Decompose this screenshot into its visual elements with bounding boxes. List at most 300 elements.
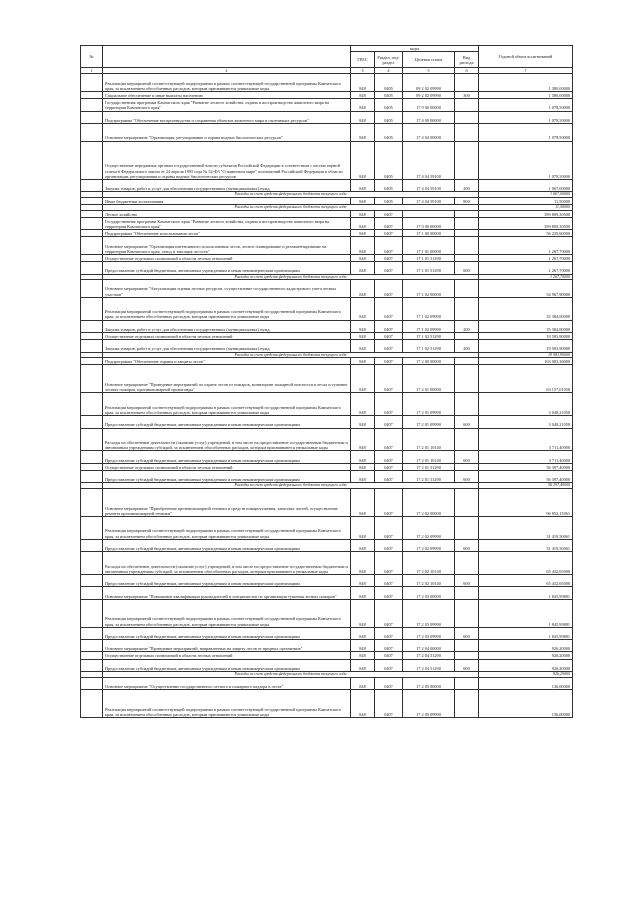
- row-amount: 3 711,40000: [479, 428, 573, 451]
- row-num: [81, 280, 103, 298]
- row-grbs: 848: [351, 340, 375, 352]
- row-name: Осуществление отдельных полномочий в области лесных отношений: [103, 255, 351, 262]
- table-row: [81, 320, 573, 332]
- row-amount: 3 711,40000: [479, 451, 573, 463]
- row-razdel: 0407: [375, 690, 403, 718]
- table-row: [81, 74, 573, 92]
- row-name: Основное мероприятие "Актуализация оценки лесных ресурсов, осуществление государственного кадастрового учета лесных участков": [103, 280, 351, 298]
- note-text: Расходы за счет средств федерального бюджета текущего года: [103, 672, 479, 678]
- row-razdel: 0407: [375, 280, 403, 298]
- table-row: [81, 340, 573, 352]
- row-grbs: 848: [351, 255, 375, 262]
- table-row: [81, 111, 573, 123]
- row-num: [81, 99, 103, 111]
- row-razdel: 0407: [375, 677, 403, 689]
- col-num-1: 1: [81, 68, 103, 74]
- header-amount: Годовой объем ассигнований: [479, 46, 573, 68]
- row-razdel: 0407: [375, 340, 403, 352]
- row-amount: 56 397,40000: [479, 470, 573, 482]
- col-num-6: 6: [455, 68, 479, 74]
- row-razdel: 0407: [375, 297, 403, 320]
- row-grbs: 848: [351, 599, 375, 627]
- row-razdel: 0407: [375, 640, 403, 652]
- row-vid: [455, 393, 479, 416]
- row-num: [81, 179, 103, 191]
- row-razdel: 0407: [375, 320, 403, 332]
- row-grbs: 848: [351, 451, 375, 463]
- row-num: [81, 92, 103, 99]
- row-target: 17 2 02 09990: [403, 516, 455, 539]
- row-name: Реализация мероприятий соответствующей подпрограммы в рамках соответствующей государственной программы Камчатского края, за исключением обособленных расходов, которым присваиваются уникальные коды: [103, 599, 351, 627]
- row-target: 17 1 02 09990: [403, 297, 455, 320]
- row-target: 17 1 00 00000: [403, 230, 455, 237]
- row-vid: [455, 111, 479, 123]
- row-amount: 19 583,90000: [479, 333, 573, 340]
- row-target: 17 2 03 00000: [403, 587, 455, 599]
- row-num: [81, 320, 103, 332]
- row-num: [81, 416, 103, 428]
- header-target: Целевая статья: [403, 52, 455, 68]
- row-num: [81, 587, 103, 599]
- row-vid: [455, 123, 479, 141]
- row-target: 17 2 05 09990: [403, 690, 455, 718]
- row-razdel: 0407: [375, 210, 403, 217]
- note-amount: 1 267,70000: [479, 274, 573, 280]
- row-razdel: 0405: [375, 179, 403, 191]
- row-vid: [455, 599, 479, 627]
- row-grbs: 848: [351, 587, 375, 599]
- row-name: Расходы на обеспечение деятельности (оказание услуг) учреждений, в том числе на предоставление государственным бюджетным и автономным учреждениям субсидий, за исключением обособленных расходов, которым присваиваются уникальные коды: [103, 552, 351, 575]
- budget-table: [80, 45, 573, 718]
- row-target: 17 2 01 09990: [403, 416, 455, 428]
- row-razdel: 0405: [375, 92, 403, 99]
- row-target: 17 2 03 09990: [403, 627, 455, 639]
- row-razdel: 0407: [375, 539, 403, 551]
- row-razdel: 0407: [375, 463, 403, 470]
- table-row: [81, 393, 573, 416]
- row-amount: 11,50000: [479, 197, 573, 204]
- row-vid: 600: [455, 262, 479, 274]
- row-razdel: 0407: [375, 428, 403, 451]
- table-row: [81, 230, 573, 237]
- row-vid: [455, 297, 479, 320]
- table-row: [81, 463, 573, 470]
- row-amount: 136,00000: [479, 677, 573, 689]
- col-num-7: 7: [479, 68, 573, 74]
- row-vid: [455, 237, 479, 255]
- row-grbs: 848: [351, 539, 375, 551]
- row-amount: 1 078,50000: [479, 111, 573, 123]
- row-vid: [455, 255, 479, 262]
- row-grbs: 848: [351, 659, 375, 671]
- row-name: Предоставление субсидий бюджетным, автономным учреждениям и иным некоммерческим организациям: [103, 416, 351, 428]
- note-amount: 19 583,90000: [479, 352, 573, 358]
- row-vid: [455, 217, 479, 229]
- row-target: 17 1 02 51290: [403, 340, 455, 352]
- table-row: [81, 640, 573, 652]
- row-name: Основное мероприятие "Осуществление государственного лесного и пожарного надзора в лесах": [103, 677, 351, 689]
- row-num: [81, 210, 103, 217]
- note-amount: 1 067,00000: [479, 192, 573, 198]
- row-amount: 35 384,00000: [479, 297, 573, 320]
- budget-table-page: [80, 45, 572, 718]
- row-vid: 600: [455, 627, 479, 639]
- row-grbs: 848: [351, 197, 375, 204]
- note-text: Расходы за счет средств федерального бюджета текущего года: [103, 192, 479, 198]
- row-vid: [455, 640, 479, 652]
- row-grbs: 848: [351, 333, 375, 340]
- header-grbs: ГРБС: [351, 52, 375, 68]
- table-row: [81, 416, 573, 428]
- row-name: Основное мероприятие "Повышение квалификации руководителей и специалистов по организации тушения лесных пожаров": [103, 587, 351, 599]
- row-name: Осуществление отдельных полномочий в области лесных отношений: [103, 333, 351, 340]
- row-target: 17 2 02 09990: [403, 539, 455, 551]
- table-row: [81, 574, 573, 586]
- row-num: [81, 463, 103, 470]
- row-name: Осуществление переданных органам государственной власти субъектов Российской Федерации в соответствии с частью первой статьи 6 Федерального закона от 24 апреля 1995 года № 52-ФЗ "О животном мире" полномочий Российской Федерации в области организации, регулирования и охраны водных биологических ресурсов: [103, 141, 351, 179]
- row-razdel: 0407: [375, 255, 403, 262]
- table-row: [81, 123, 573, 141]
- row-amount: 65 432,65000: [479, 552, 573, 575]
- row-num: [81, 74, 103, 92]
- table-row: [81, 197, 573, 204]
- row-grbs: 848: [351, 99, 375, 111]
- row-name: Реализация мероприятий соответствующей подпрограммы в рамках соответствующей государственной программы Камчатского края, за исключением обособленных расходов, которым присваиваются уникальные коды: [103, 516, 351, 539]
- row-num: [81, 237, 103, 255]
- row-target: 17 4 04 59100: [403, 197, 455, 204]
- note-text: Расходы за счет средств федерального бюджета текущего года: [103, 483, 479, 489]
- row-grbs: 848: [351, 111, 375, 123]
- row-name: Основное мероприятие "Приобретение противопожарной техники и средств пожаротушения, запасных частей, осуществление ремонта противопожарной техники": [103, 488, 351, 516]
- table-row: [81, 488, 573, 516]
- row-vid: [455, 552, 479, 575]
- table-row: [81, 255, 573, 262]
- row-target: 17 4 04 59100: [403, 179, 455, 191]
- row-vid: [455, 516, 479, 539]
- row-vid: [455, 587, 479, 599]
- row-grbs: 848: [351, 677, 375, 689]
- row-grbs: 848: [351, 574, 375, 586]
- row-razdel: 0407: [375, 358, 403, 365]
- table-row: [81, 210, 573, 217]
- row-target: 17 0 00 00000: [403, 99, 455, 111]
- row-vid: [455, 428, 479, 451]
- row-grbs: 848: [351, 210, 375, 217]
- row-num: [81, 677, 103, 689]
- row-name: Основное мероприятие "Проведение мероприятий, направленных на защиту лесов от вредных организмов": [103, 640, 351, 652]
- row-num: [81, 365, 103, 393]
- row-name: Государственная программа Камчатского края "Развитие лесного хозяйства, охрана и воспроизводство животного мира на территории Камчатского края": [103, 99, 351, 111]
- row-amount: 1 067,00000: [479, 179, 573, 191]
- row-num: [81, 470, 103, 482]
- row-target: 17 4 04 00000: [403, 123, 455, 141]
- row-target: 17 2 01 51290: [403, 463, 455, 470]
- table-row: [81, 333, 573, 340]
- row-target: 17 1 01 51290: [403, 255, 455, 262]
- row-name: Основное мероприятие "Проведение мероприятий по охране лесов от пожаров, мониторинг пожарной опасности в лесах и тушение лесных пожаров, противопожарной пропаганды": [103, 365, 351, 393]
- row-amount: 1 380,00000: [479, 92, 573, 99]
- table-row: [81, 217, 573, 229]
- row-num: [81, 659, 103, 671]
- row-vid: 600: [455, 451, 479, 463]
- row-vid: 200: [455, 340, 479, 352]
- row-name: Реализация мероприятий соответствующей подпрограммы в рамках соответствующей государственной программы Камчатского края, за исключением обособленных расходов, которым присваиваются уникальные коды: [103, 74, 351, 92]
- table-row: [81, 262, 573, 274]
- row-grbs: 848: [351, 358, 375, 365]
- row-vid: 300: [455, 92, 479, 99]
- row-amount: 1 845,99881: [479, 587, 573, 599]
- row-amount: 926,20000: [479, 640, 573, 652]
- row-razdel: 0405: [375, 197, 403, 204]
- row-razdel: 0405: [375, 111, 403, 123]
- row-target: 17 2 04 00000: [403, 640, 455, 652]
- row-amount: 65 432,65000: [479, 574, 573, 586]
- row-vid: [455, 74, 479, 92]
- row-grbs: 848: [351, 123, 375, 141]
- note-text: Расходы за счет средств федерального бюджета текущего года: [103, 205, 479, 211]
- row-grbs: 848: [351, 470, 375, 482]
- row-amount: 1 845,99881: [479, 627, 573, 639]
- row-vid: [455, 99, 479, 111]
- table-row: [81, 92, 573, 99]
- row-target: 17 2 04 51290: [403, 659, 455, 671]
- row-target: 09 2 02 09990: [403, 74, 455, 92]
- row-amount: 56 397,40000: [479, 463, 573, 470]
- row-razdel: 0407: [375, 237, 403, 255]
- row-target: 17 4 04 59100: [403, 141, 455, 179]
- table-row: [81, 690, 573, 718]
- row-target: 17 1 02 51290: [403, 333, 455, 340]
- row-vid: [455, 141, 479, 179]
- row-grbs: 848: [351, 230, 375, 237]
- row-amount: 63 157,01058: [479, 365, 573, 393]
- row-num: [81, 451, 103, 463]
- row-target: 17 2 01 09990: [403, 393, 455, 416]
- table-row: [81, 428, 573, 451]
- row-target: 17 2 01 10140: [403, 451, 455, 463]
- row-target: 17 2 05 00000: [403, 677, 455, 689]
- row-vid: [455, 210, 479, 217]
- row-num: [81, 539, 103, 551]
- row-grbs: 848: [351, 320, 375, 332]
- row-name: Закупка товаров, работ и услуг для обеспечения государственных (муниципальных) нужд: [103, 320, 351, 332]
- row-num: [81, 123, 103, 141]
- row-name: Реализация мероприятий соответствующей подпрограммы в рамках соответствующей государственной программы Камчатского края, за исключением обособленных расходов, которым присваиваются уникальные коды: [103, 297, 351, 320]
- row-name: Предоставление субсидий бюджетным, автономным учреждениям и иным некоммерческим организациям: [103, 262, 351, 274]
- table-row: [81, 179, 573, 191]
- row-target: 17 2 02 10140: [403, 552, 455, 575]
- row-razdel: 0405: [375, 141, 403, 179]
- row-num: [81, 230, 103, 237]
- row-grbs: 848: [351, 74, 375, 92]
- row-vid: [455, 333, 479, 340]
- row-target: 17 1 02 00000: [403, 280, 455, 298]
- row-grbs: 848: [351, 217, 375, 229]
- row-name: Предоставление субсидий бюджетным, автономным учреждениям и иным некоммерческим организациям: [103, 627, 351, 639]
- row-num: [81, 488, 103, 516]
- row-name: Предоставление субсидий бюджетным, автономным учреждениям и иным некоммерческим организациям: [103, 659, 351, 671]
- row-num: [81, 297, 103, 320]
- row-amount: 136,00000: [479, 690, 573, 718]
- row-name: Закупка товаров, работ и услуг для обеспечения государственных (муниципальных) нужд: [103, 340, 351, 352]
- row-grbs: 848: [351, 365, 375, 393]
- row-name: Предоставление субсидий бюджетным, автономным учреждениям и иным некоммерческим организациям: [103, 574, 351, 586]
- row-amount: 1 078,50000: [479, 141, 573, 179]
- row-target: 17 1 01 51290: [403, 262, 455, 274]
- row-num: [81, 690, 103, 718]
- row-amount: 1 267,70000: [479, 237, 573, 255]
- row-name: Подпрограмма "Обеспечение охраны и защиты лесов": [103, 358, 351, 365]
- row-amount: 3 048,21058: [479, 416, 573, 428]
- row-amount: 1 845,99881: [479, 599, 573, 627]
- row-razdel: 0407: [375, 470, 403, 482]
- row-target: 09 2 02 09990: [403, 92, 455, 99]
- row-razdel: 0407: [375, 230, 403, 237]
- row-num: [81, 574, 103, 586]
- row-vid: [455, 652, 479, 659]
- note-amount: 56 397,40000: [479, 483, 573, 489]
- header-name: [103, 46, 351, 68]
- row-target: 17 0 00 00000: [403, 217, 455, 229]
- row-target: 17 2 01 10140: [403, 428, 455, 451]
- row-num: [81, 652, 103, 659]
- row-vid: [455, 358, 479, 365]
- note-amount: 926,20000: [479, 672, 573, 678]
- row-name: Закупка товаров, работ и услуг для обеспечения государственных (муниципальных) нужд: [103, 179, 351, 191]
- table-header: [81, 46, 573, 74]
- row-amount: 399 809,30500: [479, 210, 573, 217]
- row-target: 17 2 00 00000: [403, 358, 455, 365]
- row-num: [81, 340, 103, 352]
- row-grbs: 848: [351, 627, 375, 639]
- row-razdel: 0405: [375, 74, 403, 92]
- row-vid: 600: [455, 416, 479, 428]
- row-num: [81, 111, 103, 123]
- row-target: [403, 210, 455, 217]
- row-vid: 600: [455, 470, 479, 482]
- row-amount: 54 967,90000: [479, 280, 573, 298]
- row-razdel: 0407: [375, 365, 403, 393]
- table-row: [81, 451, 573, 463]
- table-row: [81, 652, 573, 659]
- row-num: [81, 197, 103, 204]
- table-row: [81, 599, 573, 627]
- table-row: [81, 280, 573, 298]
- header-razdel: Раздел, под-раздел: [375, 52, 403, 68]
- row-grbs: 848: [351, 690, 375, 718]
- table-row: [81, 552, 573, 575]
- row-grbs: 848: [351, 280, 375, 298]
- row-grbs: 848: [351, 516, 375, 539]
- row-name: Расходы на обеспечение деятельности (оказание услуг) учреждений, в том числе на предоставление государственным бюджетным и автономным учреждениям субсидий, за исключением обособленных расходов, которым присваиваются уникальные коды: [103, 428, 351, 451]
- row-amount: 1 267,70000: [479, 255, 573, 262]
- row-vid: [455, 230, 479, 237]
- row-target: 17 2 03 09990: [403, 599, 455, 627]
- table-row: [81, 141, 573, 179]
- row-vid: 200: [455, 320, 479, 332]
- row-name: Лесное хозяйство: [103, 210, 351, 217]
- col-num-5: 5: [403, 68, 455, 74]
- row-vid: [455, 677, 479, 689]
- row-name: Подпрограмма "Обеспечение воспроизводства и сохранения объектов животного мира и охотничьих ресурсов": [103, 111, 351, 123]
- row-vid: 800: [455, 197, 479, 204]
- row-grbs: 848: [351, 297, 375, 320]
- row-target: 17 2 04 51290: [403, 652, 455, 659]
- row-vid: 600: [455, 574, 479, 586]
- row-num: [81, 217, 103, 229]
- row-name: Иные бюджетные ассигнования: [103, 197, 351, 204]
- row-vid: [455, 280, 479, 298]
- row-name: Реализация мероприятий соответствующей подпрограммы в рамках соответствующей государственной программы Камчатского края, за исключением обособленных расходов, которым присваиваются уникальные коды: [103, 393, 351, 416]
- row-vid: [455, 463, 479, 470]
- row-name: Предоставление субсидий бюджетным, автономным учреждениям и иным некоммерческим организациям: [103, 470, 351, 482]
- row-amount: 31 419,50061: [479, 539, 573, 551]
- row-amount: 3 048,21058: [479, 393, 573, 416]
- row-name: Предоставление субсидий бюджетным, автономным учреждениям и иным некоммерческим организациям: [103, 539, 351, 551]
- table-row: [81, 587, 573, 599]
- table-row: [81, 358, 573, 365]
- table-row: [81, 659, 573, 671]
- row-razdel: 0407: [375, 627, 403, 639]
- row-razdel: 0407: [375, 599, 403, 627]
- table-row: [81, 365, 573, 393]
- row-grbs: 848: [351, 652, 375, 659]
- row-target: 17 1 01 00000: [403, 237, 455, 255]
- row-amount: 926,20000: [479, 659, 573, 671]
- col-num-3: 3: [351, 68, 375, 74]
- row-name: Основное мероприятие "Организация, регулирование и охрана водных биологических ресурсов": [103, 123, 351, 141]
- row-name: Предоставление субсидий бюджетным, автономным учреждениям и иным некоммерческим организациям: [103, 451, 351, 463]
- row-amount: 1 267,70000: [479, 262, 573, 274]
- row-name: Основное мероприятие "Организация интенсивного использования лесов, лесное планирование и регламентирование на территории Камчатского края, отвод и таксация лесосек": [103, 237, 351, 255]
- row-name: Социальное обеспечение и иные выплаты населению: [103, 92, 351, 99]
- row-grbs: 848: [351, 179, 375, 191]
- row-target: 17 2 02 00000: [403, 488, 455, 516]
- header-vid: Вид расхода: [455, 52, 479, 68]
- row-razdel: 0407: [375, 451, 403, 463]
- row-target: 17 4 00 00000: [403, 111, 455, 123]
- row-razdel: 0407: [375, 659, 403, 671]
- row-razdel: 0405: [375, 123, 403, 141]
- row-grbs: 848: [351, 92, 375, 99]
- row-razdel: 0407: [375, 516, 403, 539]
- row-amount: 926,20000: [479, 652, 573, 659]
- row-amount: 163 083,36000: [479, 358, 573, 365]
- row-target: 17 2 01 00000: [403, 365, 455, 393]
- row-name: Реализация мероприятий соответствующей подпрограммы в рамках соответствующей государственной программы Камчатского края, за исключением обособленных расходов, которым присваиваются уникальные коды: [103, 690, 351, 718]
- row-num: [81, 552, 103, 575]
- row-vid: [455, 365, 479, 393]
- row-grbs: 848: [351, 237, 375, 255]
- row-num: [81, 255, 103, 262]
- row-name: Государственная программа Камчатского края "Развитие лесного хозяйства, охрана и воспроизводство животного мира на территории Камчатского края": [103, 217, 351, 229]
- row-razdel: 0407: [375, 552, 403, 575]
- row-num: [81, 599, 103, 627]
- row-grbs: 848: [351, 393, 375, 416]
- row-num: [81, 516, 103, 539]
- row-name: Осуществление отдельных полномочий в области лесных отношений: [103, 652, 351, 659]
- note-text: Расходы за счет средств федерального бюджета текущего года: [103, 274, 479, 280]
- row-razdel: 0407: [375, 488, 403, 516]
- table-row: [81, 539, 573, 551]
- row-target: 17 2 01 51290: [403, 470, 455, 482]
- table-row: [81, 516, 573, 539]
- row-name: Подпрограмма "Обеспечение использования лесов": [103, 230, 351, 237]
- row-amount: 31 419,50061: [479, 516, 573, 539]
- row-num: [81, 262, 103, 274]
- table-row: [81, 237, 573, 255]
- row-razdel: 0407: [375, 217, 403, 229]
